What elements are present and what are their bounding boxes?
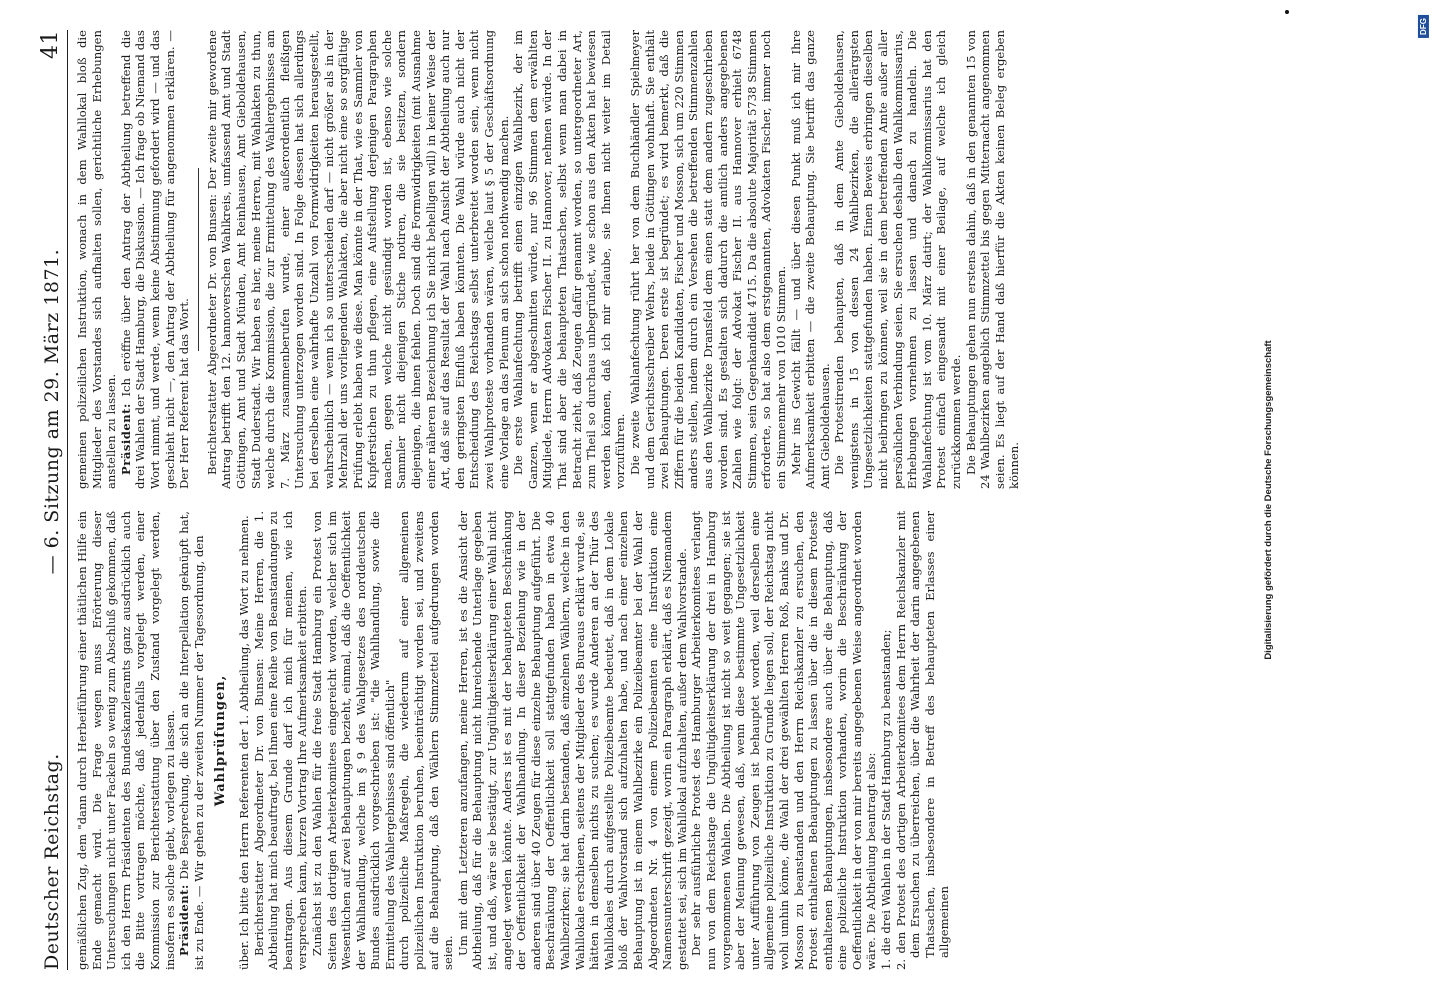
- header-left: Deutscher Reichstag.: [41, 753, 63, 970]
- rotated-document-page: [21, 30, 1411, 970]
- list-item: 2. den Protest des dortigen Arbeiterkomitees dem Herrn Reichskanzler mit dem Ersuchen zu überreichen, über die Wahrheit der darin angegebenen Thatsachen, insbesondere in Betreff des behaupteten Erlasses einer allgemeinen: [893, 511, 952, 970]
- paragraph: Die Behauptungen gehen nun erstens dahin, daß in den genannten 15 von 24 Wahlbezirken angeblich Stimmzettel bis gegen Mitternacht angenommen seien. Es liegt auf der Hand daß hierfür die Akten keinen Beleg ergeben können.: [963, 30, 1022, 489]
- paragraph: durch polizeiliche Maßregeln, die wiederum auf einer allgemeinen polizeilichen Instruktion beruhen, beeinträchtigt worden sei, und zweitens auf die Behauptung, daß den Wählern Stimmzettel aufgedrungen worden seien.: [397, 511, 456, 970]
- list-item: 1. die drei Wahlen in der Stadt Hamburg zu beanstanden;: [879, 629, 894, 970]
- paragraph: Berichterstatter Abgeordneter Dr. von Bunsen: Meine Herren, die 1. Abtheilung hat mich beauftragt, bei Ihnen eine Reihe von Beanstandungen zu beantragen. Aus diesem Grunde darf ich mich für meinen, wie ich versprechen kann, kurzen Vortrag Ihre Aufmerksamkeit erbitten.: [251, 511, 310, 970]
- column-right: [75, 30, 1405, 489]
- header-center: — 6. Sitzung am 29. März 1871.: [41, 248, 63, 575]
- paragraph: Die erste Wahlanfechtung betrifft einen einzigen Wahlbezirk, der im Ganzen, wenn er abgeschnitten würde, nur 96 Stimmen dem erwählten Mitgliede, Herrn Advokaten Fischer II. zu Hannover, nehmen würde. In der That sind aber die behaupteten Thatsachen, selbst wenn man dabei in Betracht zieht, daß Zeugen dafür genannt worden, so untergeordneter Art, zum Theil so durchaus unbegründet, wie schon aus den Akten hat bewiesen werden können, daß ich mir erlaube, sie Ihnen nicht weiter im Detail vorzuführen.: [511, 30, 628, 489]
- paragraph: Ich eröffne über den Antrag der Abtheilung betreffend die drei Wahlen der Stadt Hamburg, die Diskussion. — Ich frage ob Niemand das Wort nimmt, und werde, wenn keine Abstimmung gefordert wird — und das geschieht nicht —, den Antrag der Abtheilung für angenommen erklären. — Der Herr Referent hat das Wort.: [118, 30, 192, 489]
- paragraph: Der sehr ausführliche Protest des Hamburger Arbeiterkomitees verlangt nun von dem Reichstage die Ungültigkeitserklärung der drei in Hamburg vorgenommenen Wahlen. Die Abtheilung ist nicht so weit gegangen; sie ist aber der Meinung gewesen, daß, wenn diese bestimmte Ungesetzlichkeit unter Aufführung von Zeugen ist behauptet worden, weil derselben eine allgemeine polizeiliche Instruktion zu Grunde liegen soll, der Reichstag nicht wohl umhin könne, die Wahl der drei gewählten Herren Roß, Banks und Dr. Mosson zu beanstanden und den Herrn Reichskanzler zu ersuchen, den Protest enthaltenen Behauptungen zu lassen über die in diesem Proteste enthaltenen Behauptungen, insbesondere auch über die Behauptung, daß eine polizeiliche Instruktion vorhanden, worin die Beschränkung der Oeffentlichkeit in der von mir bereits angegebenen Weise angeordnet worden wäre. Die Abtheilung beantragt also:: [689, 511, 879, 970]
- scan-speck: [1285, 10, 1289, 14]
- paragraph: gemeinen polizeilichen Instruktion, wonach in dem Wahllokal bloß die Mitglieder des Vorstandes sich aufhalten sollen, gerichtliche Erhebungen anstellen zu lassen.: [75, 30, 119, 489]
- speaker-label: Präsident:: [177, 884, 192, 956]
- text-columns: [75, 30, 1405, 970]
- section-divider: [198, 168, 199, 352]
- paragraph: Zunächst ist zu den Wahlen für die freie Stadt Hamburg ein Protest von Seiten des dortigen Arbeiterkomitees eingereicht worden, welcher sich im Wesentlichen auf zwei Behauptungen bezieht, einmal, daß die Oeffentlichkeit der Wahlhandlung, welche im § 9 des Wahlgesetzes des norddeutschen Bundes ausdrücklich vorgeschrieben ist: "die Wahlhandlung, sowie die Ermittelung des Wahlergebnisses sind öffentlich": [309, 511, 397, 970]
- paragraph: gemäßlichen Zug, dem "dann durch Herbeiführung einer thätlichen Hilfe ein Ende gemacht wird. Die Frage wegen muss Erörterung dieser Untersuchungen nicht unter Fackeln so wenig zum Abschluß gekommen, daß ich den Herrn Präsidenten des Bundeskanzleramts ganz ausdrücklich auch die Bitte vortragen möchte, daß jedenfalls vorgelegt werden, einer Kommission zur Berichterstattung über den Zustand vorgelegt werden, insofern es solche giebt, vorlegen zu lassen.: [75, 511, 177, 970]
- section-heading: Wahlprüfungen,: [213, 674, 229, 807]
- paragraph: Die Besprechung, die sich an die Interpellation geknüpft hat, ist zu Ende. — Wir gehen zu der zweiten Nummer der Tagesordnung, den: [177, 511, 206, 970]
- dfg-logo-text: DFG: [1418, 15, 1429, 38]
- paragraph: Die Protestirenden behaupten, daß in dem Amte Gieboldehausen, wenigstens in 15 von dessen 24 Wahlbezirken, die allerärgsten Ungesetzlichkeiten stattgefunden haben. Einen Beweis erbringen dieselben nicht beibringen zu können, weil sie in dem betreffenden Amte außer aller persönlichen Verbindung seien. Sie ersuchen deshalb den Wahlkommissarius, Erhebungen vornehmen zu lassen und danach zu handeln. Die Wahlanfechtung ist vom 10. März datirt; der Wahlkommissarius hat den Protest einfach eingesandt mit einer Beilage, auf welche ich gleich zurückkommen werde.: [832, 30, 964, 489]
- speaker-label: Präsident:: [118, 403, 133, 475]
- paragraph: Mehr ins Gewicht fällt — und über diesen Punkt muß ich mir Ihre Aufmerksamkeit erbitten — die zweite Behauptung. Sie betrifft das ganze Amt Gieboldehausen.: [788, 30, 832, 489]
- paragraph: über. Ich bitte den Herrn Referenten der 1. Abtheilung, das Wort zu nehmen.: [236, 515, 251, 970]
- column-left: [75, 511, 1405, 970]
- header-rule: [67, 30, 68, 970]
- digitization-note: Digitalisierung gefördert durch die Deutsche Forschungsgemeinschaft: [1262, 340, 1274, 660]
- paragraph: Die zweite Wahlanfechtung rührt her von dem Buchhändler Spielmeyer und dem Gerichtsschreiber Wehrs, beide in Göttingen wohnhaft. Sie enthält zwei Behauptungen. Deren erste ist begründet; es wird bemerkt, daß die Ziffern für die beiden Kandidaten, Fischer und Mosson, sich um 220 Stimmen anders stellen, indem durch ein Versehen die betreffenden Stimmenzahlen aus den Wahlbezirke Dransfeld dem einen statt dem andern zugeschrieben worden sind. Es gestalten sich dadurch die amtlich anders angegebenen Zahlen wie folgt: der Advokat Fischer II. aus Hannover erhielt 6748 Stimmen, sein Gegenkandidat 4715. Da die absolute Majorität 5738 Stimmen erforderte, so hat also dem erstgenannten, Advokaten Fischer, immer noch ein Stimmenmehr von 1010 Stimmen.: [627, 30, 788, 489]
- dfg-logo: [1416, 6, 1430, 46]
- page-number: 41: [38, 30, 63, 59]
- page-header: [33, 30, 63, 970]
- paragraph: Berichterstatter Abgeordneter Dr. von Bunsen: Der zweite mir gewordene Antrag betrifft den 12. hannoverschen Wahlkreis, umfassend Amt und Stadt Göttingen, Amt und Stadt Münden, Amt Reinhausen, Amt Gieboldehausen, Stadt Duderstadt. Wir haben es hier, meine Herren, mit Wahlakten zu thun, welche durch die Kommission, die zur Ermittelung des Wahlergebnisses am 7. März zusammenberufen wurde, einer außerordentlich fleißigen Untersuchung unterzogen worden sind. In Folge dessen hat sich allerdings bei derselben eine wahrhafte Unzahl von Formwidrigkeiten herausgestellt, wahrscheinlich — wenn ich so unterscheiden darf — nicht größer als in der Mehrzahl der uns vorliegenden Wahlakten, die aber nicht eine so sorgfältige Prüfung erlebt haben wie diese. Man könnte in der That, wie es Sammler von Kupferstichen zu thun pflegen, eine Aufstellung derjenigen Paragraphen machen, gegen welche nicht gesündigt worden ist, ebenso wie solche Sammler nicht diejenigen Stiche notiren, die sie besitzen, sondern diejenigen, die ihnen fehlen. Doch sind die Formwidrigkeiten (mit Ausnahme einer näheren Bezeichnung ich Sie nicht behelligen will) in keiner Weise der Art, daß sie auf das Resultat der Wahl nach Ansicht der Abtheilung auch nur den geringsten Einfluß haben könnten. Die Wahl würde auch nicht der Entscheidung des Reichstags selbst unterbreitet worden sein, wenn nicht zwei Wahlproteste vorhanden wären, welche laut § 5 der Geschäftsordnung eine Vorlage an das Plenum an sich schon nothwendig machen.: [204, 30, 511, 489]
- paragraph: Um mit dem Letzteren anzufangen, meine Herren, ist es die Ansicht der Abtheilung, daß für die Behauptung nicht hinreichende Unterlage gegeben ist, und daß, wäre sie bestätigt, zur Ungültigkeitserklärung einer Wahl nicht angelegt werden könnte. Anders ist es mit der behaupteten Beschränkung der Oeffentlichkeit der Wahlhandlung. In dieser Beziehung wie in der anderen sind über 40 Zeugen für diese einzelne Behauptung aufgeführt. Die Beschränkung der Oeffentlichkeit soll stattgefunden haben in etwa 40 Wahlbezirken; sie hat darin bestanden, daß einzelnen Wählern, welche in den Wahllokale erschienen, seitens der Mitglieder des Bureaus erklärt wurde, sie hätten in demselben nichts zu suchen; es wurde Anderen an der Thür des Wahllokales durch aufgestellte Polizeibeamte bedeutet, daß in dem Lokale bloß der Wahlvorstand sich aufzuhalten habe, und nach einer einzelnen Behauptung ist in einem Wahlbezirke ein Polizeibeamter bei der Wahl der Abgeordneten Nr. 4 von einem Polizeibeamten eine Instruktion eine Namensunterschrift gezeigt, worin ein Paragraph erklärt, daß es Niemandem gestattet sei, sich im Wahllokal aufzuhalten, außer dem Wahlvorstande.: [455, 511, 689, 970]
